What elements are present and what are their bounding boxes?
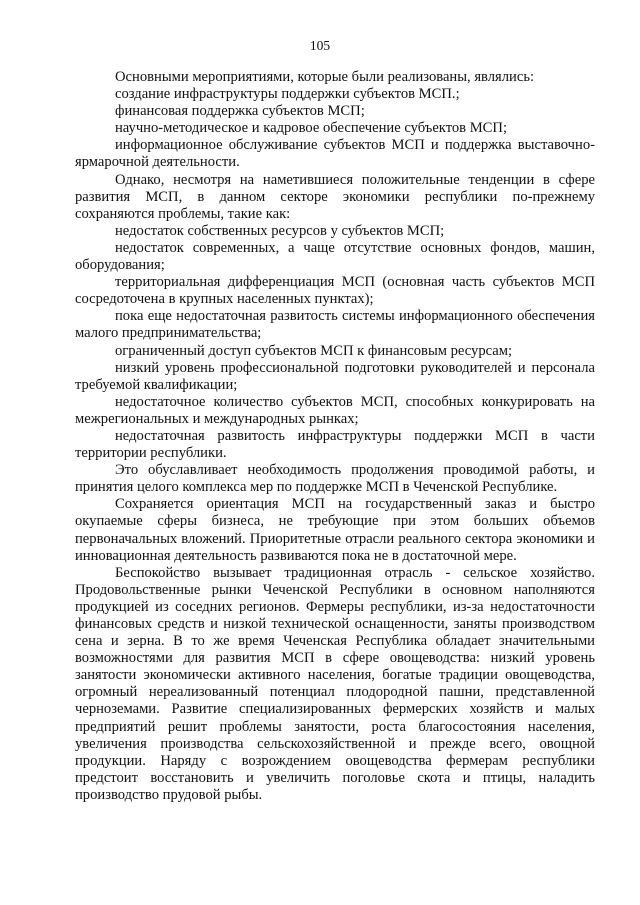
list-item: низкий уровень профессиональной подготовки руководителей и персонала требуемой квалификации; (75, 359, 595, 393)
paragraph-orientation: Сохраняется ориентация МСП на государственный заказ и быстро окупаемые сферы бизнеса, не требующие при этом больших объемов первоначальных вложений. Приоритетные отрасли реального сектора экономики и инновационная деятельность развиваются пока не в достаточной мере. (75, 496, 595, 564)
list-item: информационное обслуживание субъектов МСП и поддержка выставочно-ярмарочной деятельности. (75, 137, 595, 171)
list-item: пока еще недостаточная развитость системы информационного обеспечения малого предпринимательства; (75, 308, 595, 342)
paragraph-problems-intro: Однако, несмотря на наметившиеся положительные тенденции в сфере развития МСП, в данном секторе экономики республики по-прежнему сохраняются проблемы, такие как: (75, 171, 595, 222)
document-body (75, 69, 595, 804)
list-item: недостаток современных, а чаще отсутствие основных фондов, машин, оборудования; (75, 239, 595, 274)
list-item: недостаточная развитость инфраструктуры поддержки МСП в части территории республики. (75, 427, 595, 462)
list-item: территориальная дифференциация МСП (основная часть субъектов МСП сосредоточена в крупных населенных пунктах); (75, 274, 595, 308)
list-item: недостаток собственных ресурсов у субъектов МСП; (115, 222, 445, 239)
list-item: научно-методическое и кадровое обеспечение субъектов МСП; (115, 120, 508, 137)
list-item: недостаточное количество субъектов МСП, способных конкурировать на межрегиональных и международных рынках; (75, 393, 595, 427)
paragraph-conclusion: Это обуславливает необходимость продолжения проводимой работы, и принятия целого комплекса мер по поддержке МСП в Чеченской Республике. (75, 462, 595, 496)
paragraph-agriculture: Беспокойство вызывает традиционная отрасль - сельское хозяйство. Продовольственные рынки Чеченской Республики в основном наполняются продукцией из соседних регионов. Фермеры республики, из-за недостаточности финансовых средств и низкой технической оснащенности, заняты производством сена и зерна. В то же время Чеченская Республика обладает значительными возможностями для развития МСП в сфере овощеводства: низкий уровень занятости экономически активного населения, богатые традиции овощеводства, огромный нереализованный потенциал плодородной пашни, представленной черноземами. Развитие специализированных фермерских хозяйств и малых предприятий решит проблемы занятости, роста благосостояния населения, увеличения производства сельскохозяйственной и прежде всего, овощной продукции. Наряду с возрождением овощеводства фермерам республики предстоит восстановить и увеличить поголовье скота и птицы, наладить производство прудовой рыбы. (75, 564, 595, 803)
list-item: финансовая поддержка субъектов МСП; (115, 103, 365, 120)
list-item: ограниченный доступ субъектов МСП к финансовым ресурсам; (115, 342, 513, 359)
paragraph-intro: Основными мероприятиями, которые были реализованы, являлись: (115, 69, 535, 85)
page-number: 105 (309, 38, 331, 53)
list-item: создание инфраструктуры поддержки субъектов МСП.; (115, 86, 460, 103)
